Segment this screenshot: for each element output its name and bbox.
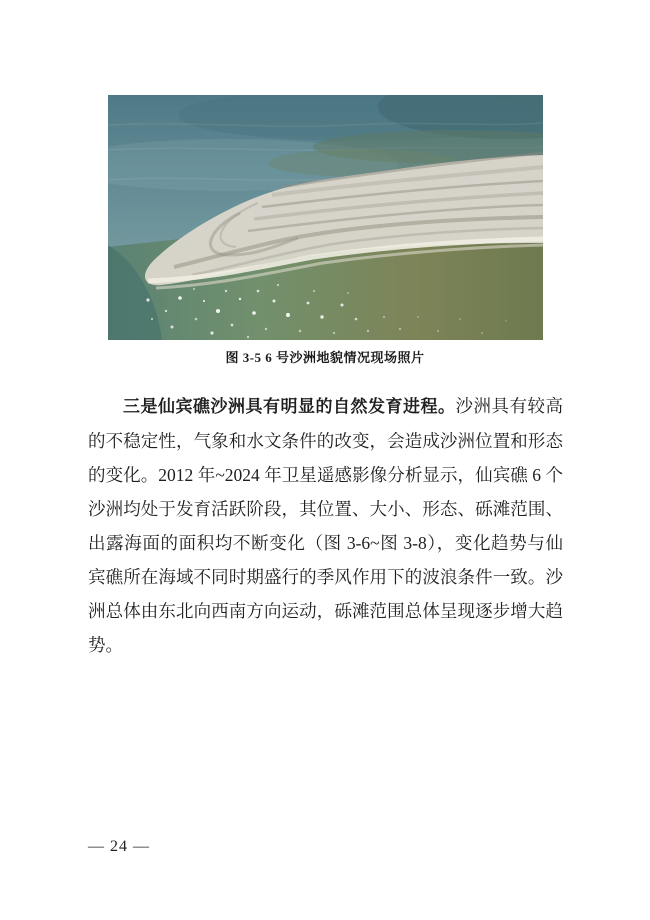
figure-caption: 图 3-5 6 号沙洲地貌情况现场照片 <box>225 350 425 365</box>
body-paragraph <box>88 389 563 662</box>
figure-block <box>108 95 543 367</box>
sandbar-photo <box>108 95 543 340</box>
paragraph-text: 沙洲具有较高的不稳定性，气象和水文条件的改变，会造成沙洲位置和形态的变化。2012 年~2024 年卫星遥感影像分析显示，仙宾礁 6 个沙洲均处于发育活跃阶段，其位置、大小、形态、砾滩范围、出露海面的面积均不断变化（图 3-6~图 3-8），变化趋势与仙宾礁所在海域不同时期盛行的季风作用下的波浪条件一致。沙洲总体由东北向西南方向运动，砾滩范围总体呈现逐步增大趋势。 <box>88 396 563 655</box>
sandbar-photo-illustration <box>108 95 543 340</box>
paragraph-lead-bold: 三是仙宾礁沙洲具有明显的自然发育进程。 <box>123 397 456 416</box>
page-number: — 24 — <box>88 838 150 855</box>
paragraph <box>88 389 563 662</box>
